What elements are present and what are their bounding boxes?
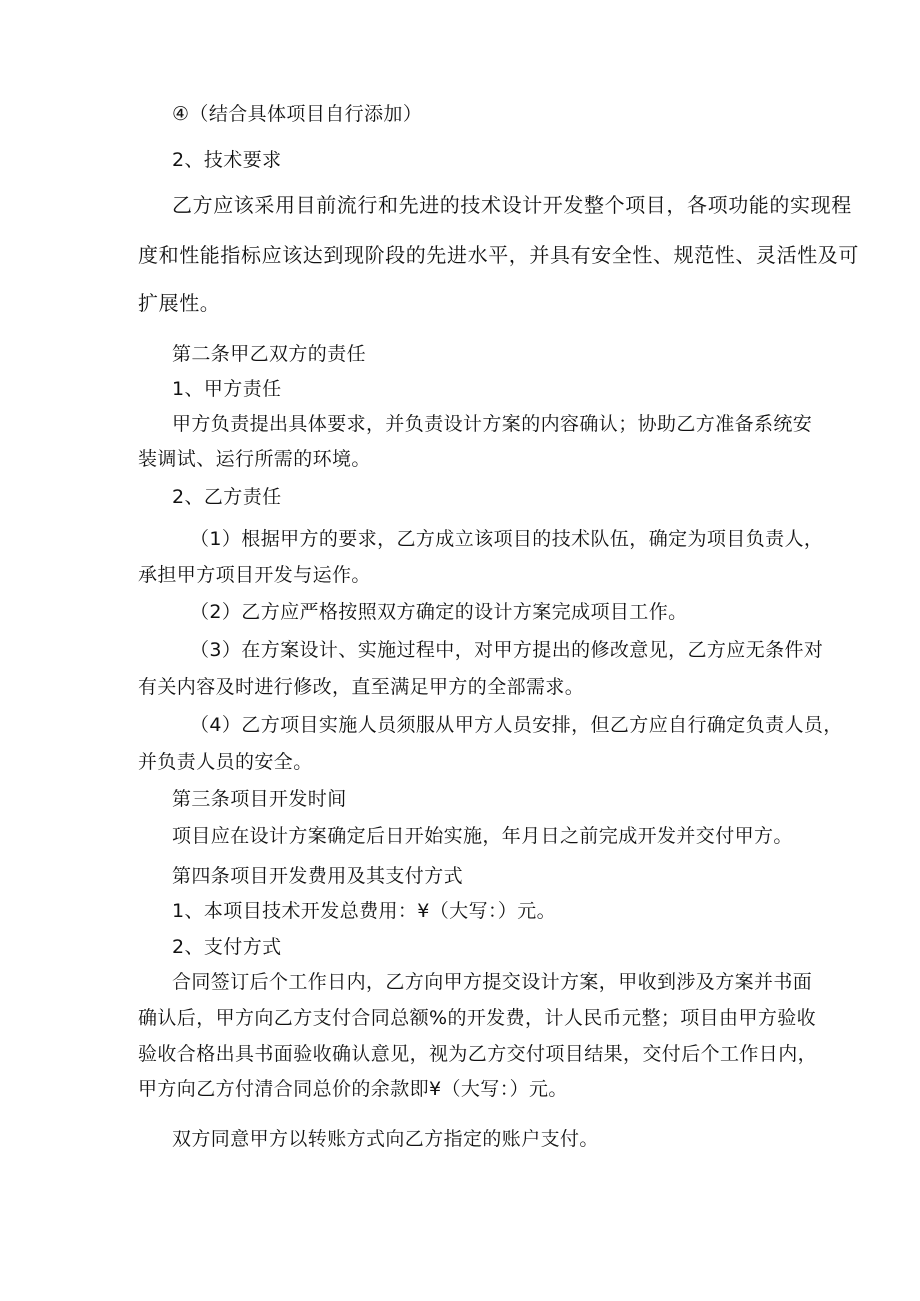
payment-method-heading: 2、支付方式: [172, 936, 282, 958]
paragraph-line: 度和性能指标应该达到现阶段的先进水平，并具有安全性、规范性、灵活性及可: [138, 243, 859, 267]
article-4-heading: 第四条项目开发费用及其支付方式: [172, 865, 464, 887]
paragraph-line: 甲方负责提出具体要求，并负责设计方案的内容确认；协助乙方准备系统安: [172, 413, 813, 435]
paragraph-line: 确认后，甲方向乙方支付合同总额%的开发费，计人民币元整；项目由甲方验收: [138, 1007, 817, 1029]
paragraph-line: （3）在方案设计、实施过程中，对甲方提出的修改意见，乙方应无条件对: [190, 639, 824, 661]
paragraph-line: 承担甲方项目开发与运作。: [138, 564, 371, 586]
paragraph-line: 装调试、运行所需的环境。: [138, 448, 371, 470]
section-tech-requirements: 2、技术要求: [172, 149, 282, 171]
paragraph-line: 项目应在设计方案确定后日开始实施，年月日之前完成开发并交付甲方。: [172, 825, 793, 847]
item-4-note: ④（结合具体项目自行添加）: [172, 103, 423, 125]
paragraph-line: （4）乙方项目实施人员须服从甲方人员安排，但乙方应自行确定负责人员，: [190, 714, 843, 736]
party-a-heading: 1、甲方责任: [172, 378, 282, 400]
paragraph-line: （1）根据甲方的要求，乙方成立该项目的技术队伍，确定为项目负责人，: [190, 528, 824, 550]
paragraph-line: 乙方应该采用目前流行和先进的技术设计开发整个项目，各项功能的实现程: [172, 193, 852, 217]
paragraph-line: 扩展性。: [138, 291, 221, 315]
paragraph-line: 双方同意甲方以转账方式向乙方指定的账户支付。: [172, 1128, 599, 1150]
party-b-heading: 2、乙方责任: [172, 486, 282, 508]
paragraph-line: 并负责人员的安全。: [138, 751, 313, 773]
paragraph-line: 甲方向乙方付清合同总价的余款即¥（大写：）元。: [138, 1078, 568, 1100]
paragraph-line: 合同签订后个工作日内，乙方向甲方提交设计方案，甲收到涉及方案并书面: [172, 971, 813, 993]
article-2-heading: 第二条甲乙双方的责任: [172, 343, 367, 365]
total-fee-line: 1、本项目技术开发总费用：¥（大写：）元。: [172, 900, 557, 922]
paragraph-line: （2）乙方应严格按照双方确定的设计方案完成项目工作。: [190, 601, 688, 623]
paragraph-line: 有关内容及时进行修改，直至满足甲方的全部需求。: [138, 676, 585, 698]
article-3-heading: 第三条项目开发时间: [172, 788, 347, 810]
paragraph-line: 验收合格出具书面验收确认意见，视为乙方交付项目结果，交付后个工作日内，: [138, 1043, 818, 1065]
